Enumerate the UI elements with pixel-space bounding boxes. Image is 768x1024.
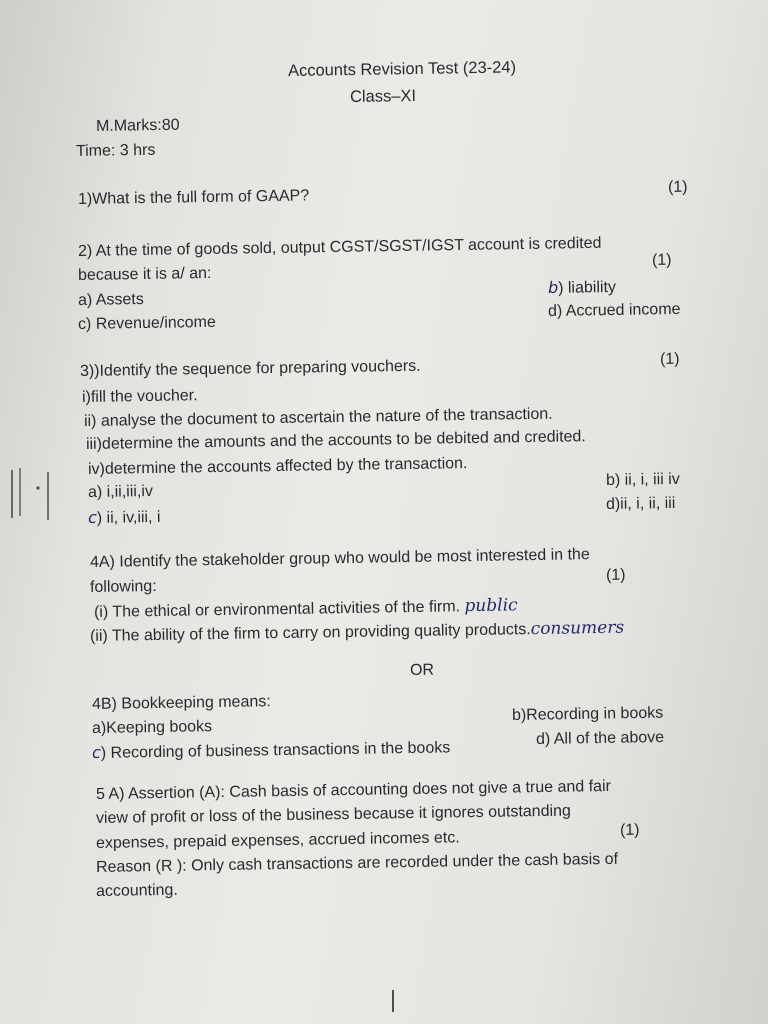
q3-option-a: a) i,ii,iii,iv bbox=[87, 482, 154, 501]
q3-step-3: iii)determine the amounts and the accounts to be debited and credited. bbox=[85, 428, 586, 453]
answer-tick-mark: c bbox=[91, 742, 101, 762]
q4a-part-2: (ii) The ability of the firm to carry on providing quality products.consumers bbox=[89, 617, 625, 645]
q4a-marks: (1) bbox=[605, 566, 626, 584]
or-separator: OR bbox=[409, 661, 435, 679]
q4a-line2: following: bbox=[89, 577, 157, 596]
q2-line1: 2) At the time of goods sold, output CGST/SGST/IGST account is credited bbox=[77, 234, 602, 260]
max-marks: M.Marks:80 bbox=[95, 116, 180, 135]
q1-marks: (1) bbox=[667, 178, 688, 196]
q3-option-b: b) ii, i, iii iv bbox=[605, 470, 680, 489]
q3-step-1: i)fill the voucher. bbox=[81, 387, 198, 406]
q4b-option-a: a)Keeping books bbox=[91, 718, 213, 737]
q5a-line3: expenses, prepaid expenses, accrued incomes etc. bbox=[95, 829, 460, 852]
handwritten-answer: consumers bbox=[530, 617, 625, 640]
q5a-line5: accounting. bbox=[95, 881, 178, 900]
stray-pen-mark bbox=[390, 988, 396, 1014]
handwritten-answer: public bbox=[464, 595, 518, 617]
q1-text: 1)What is the full form of GAAP? bbox=[77, 187, 310, 208]
time-allowed: Time: 3 hrs bbox=[75, 141, 156, 160]
class-label: Class–XI bbox=[349, 86, 417, 106]
q2-marks: (1) bbox=[651, 251, 672, 269]
q2-option-d: d) Accrued income bbox=[547, 300, 681, 320]
q5a-marks: (1) bbox=[619, 821, 640, 839]
q5a-line4: Reason (R ): Only cash transactions are recorded under the cash basis of bbox=[95, 850, 619, 876]
margin-ink-marks bbox=[8, 462, 56, 524]
q5a-line2: view of profit or loss of the business because it ignores outstanding bbox=[95, 802, 572, 827]
q2-option-b: b) liability bbox=[547, 277, 617, 297]
q5a-line1: 5 A) Assertion (A): Cash basis of accounting does not give a true and fair bbox=[95, 777, 612, 803]
q2-option-c: c) Revenue/income bbox=[77, 313, 216, 333]
q2-option-a: a) Assets bbox=[77, 290, 144, 309]
q4b-text: 4B) Bookkeeping means: bbox=[91, 693, 271, 713]
q4b-option-d: d) All of the above bbox=[535, 728, 665, 748]
q3-step-2: ii) analyse the document to ascertain the nature of the transaction. bbox=[83, 405, 553, 430]
q4a-line1: 4A) Identify the stakeholder group who would be most interested in the bbox=[89, 546, 590, 571]
q4b-option-c: c) Recording of business transactions in the books bbox=[91, 739, 451, 762]
answer-tick-mark: c bbox=[87, 507, 97, 527]
q3-text: 3))Identify the sequence for preparing vouchers. bbox=[79, 357, 421, 380]
q2-line2: because it is a/ an: bbox=[77, 264, 212, 284]
paper-title: Accounts Revision Test (23-24) bbox=[287, 58, 517, 80]
q4a-part-1: (i) The ethical or environmental activities of the firm. public bbox=[93, 595, 518, 621]
answer-tick-mark: b bbox=[547, 277, 559, 297]
q3-step-4: iv)determine the accounts affected by the transaction. bbox=[87, 455, 468, 478]
q3-option-d: d)ii, i, ii, iii bbox=[605, 494, 676, 513]
q3-option-c: c) ii, iv,iii, i bbox=[87, 507, 161, 527]
q4b-option-b: b)Recording in books bbox=[511, 704, 664, 724]
q3-marks: (1) bbox=[659, 350, 680, 368]
